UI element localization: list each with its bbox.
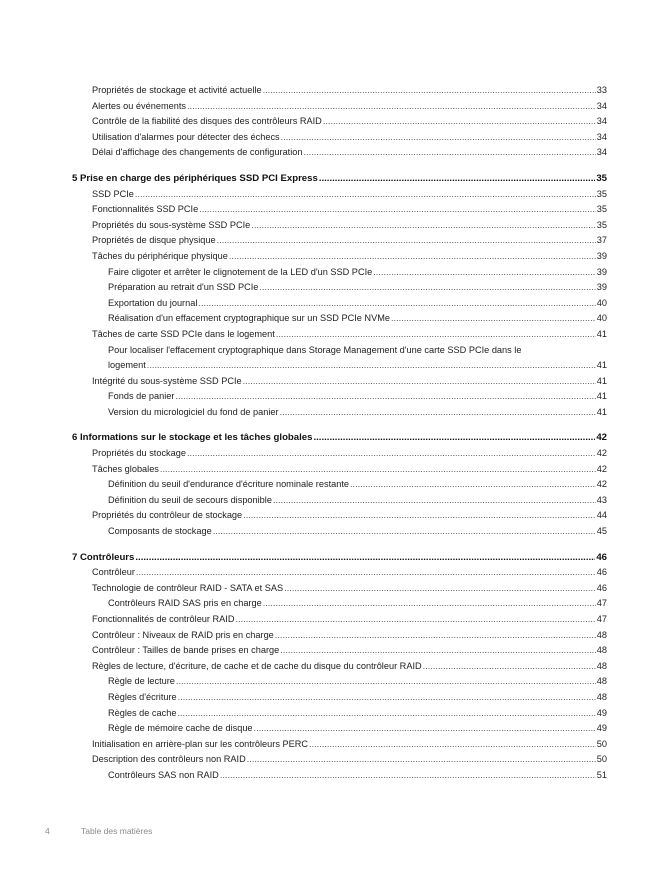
toc-entry-page: 42	[596, 448, 607, 459]
toc-entry[interactable]	[72, 218, 607, 234]
toc-entry-page: 34	[596, 147, 607, 158]
toc-entry[interactable]	[72, 768, 607, 784]
toc-entry[interactable]	[72, 596, 607, 612]
toc-entry-page: 48	[596, 676, 607, 687]
toc-entry-title: 7 Contrôleurs	[72, 551, 135, 563]
toc-entry-page: 45	[596, 526, 607, 537]
toc-entry-page: 46	[596, 551, 607, 563]
toc-entry[interactable]	[72, 130, 607, 146]
toc-entry-title: Alertes ou événements	[92, 100, 186, 111]
dot-leader	[280, 643, 596, 659]
toc-entry-page: 33	[596, 85, 607, 95]
toc-entry-title: Composants de stockage	[108, 526, 212, 537]
toc-entry[interactable]	[72, 265, 607, 281]
dot-leader	[235, 612, 595, 628]
toc-entry[interactable]	[72, 706, 607, 722]
toc-entry[interactable]	[72, 343, 607, 374]
dot-leader	[187, 446, 596, 462]
toc-entry[interactable]	[72, 405, 607, 421]
toc-entry-title: Contrôleurs RAID SAS pris en charge	[108, 598, 262, 609]
dot-leader	[177, 706, 595, 722]
toc-entry-page: 41	[596, 360, 607, 371]
toc-entry[interactable]	[72, 690, 607, 706]
toc-entry-title: 6 Informations sur le stockage et les tâches globales	[72, 432, 313, 444]
toc-entry[interactable]	[72, 524, 607, 540]
toc-entry[interactable]	[72, 737, 607, 753]
dot-leader	[135, 187, 596, 203]
toc-entry[interactable]	[72, 202, 607, 218]
dot-leader	[423, 659, 596, 675]
dot-leader	[176, 674, 596, 690]
toc-chapter[interactable]	[72, 430, 607, 446]
toc-entry-title: Contrôle de la fiabilité des disques des contrôleurs RAID	[92, 116, 322, 127]
toc-entry-title: Réalisation d'un effacement cryptographique sur un SSD PCIe NVMe	[108, 313, 390, 324]
toc-entry-page: 47	[596, 598, 607, 609]
toc-entry-title: Technologie de contrôleur RAID - SATA et SAS	[92, 582, 284, 593]
toc-entry[interactable]	[72, 280, 607, 296]
toc-entry[interactable]	[72, 612, 607, 628]
toc-entry-page: 35	[596, 172, 607, 184]
dot-leader	[350, 477, 596, 493]
toc-entry-title: 5 Prise en charge des périphériques SSD PCI Express	[72, 172, 318, 184]
toc-chapter[interactable]	[72, 171, 607, 187]
toc-entry-title: Contrôleur : Niveaux de RAID pris en charge	[92, 629, 274, 640]
toc-entry[interactable]	[72, 311, 607, 327]
toc-entry-page: 34	[596, 100, 607, 111]
dot-leader	[135, 550, 595, 566]
dot-leader	[213, 524, 596, 540]
dot-leader	[309, 737, 596, 753]
toc-entry-page: 48	[596, 660, 607, 671]
toc-entry-page: 40	[596, 313, 607, 324]
toc-entry-page: 43	[596, 494, 607, 505]
toc-entry-page: 48	[596, 629, 607, 640]
dot-leader	[147, 358, 596, 374]
toc-entry-title: Initialisation en arrière-plan sur les contrôleurs PERC	[92, 738, 309, 749]
toc-entry-title: Utilisation d'alarmes pour détecter des échecs	[92, 131, 280, 142]
toc-entry[interactable]	[72, 296, 607, 312]
toc-entry-title: Exportation du journal	[108, 297, 198, 308]
toc-entry-title: Pour localiser l'effacement cryptographique dans Storage Management d'une carte SSD PCIe dans le	[108, 344, 522, 355]
toc-entry[interactable]	[72, 233, 607, 249]
dot-leader	[259, 280, 595, 296]
toc-entry-page: 50	[596, 738, 607, 749]
toc-entry-page: 41	[596, 406, 607, 417]
toc-entry[interactable]	[72, 99, 607, 115]
dot-leader	[284, 581, 596, 597]
dot-leader	[220, 768, 596, 784]
dot-leader	[251, 218, 595, 234]
toc-entry-page: 42	[596, 479, 607, 490]
toc-entry-page: 44	[596, 510, 607, 521]
toc-entry-page: 39	[596, 266, 607, 277]
dot-leader	[160, 462, 596, 478]
toc-entry-title: Contrôleurs SAS non RAID	[108, 769, 219, 780]
toc-entry[interactable]	[72, 462, 607, 478]
footer-page-number: 4	[45, 826, 50, 836]
toc-entry-page: 35	[596, 219, 607, 230]
toc-entry-page: 34	[596, 131, 607, 142]
dot-leader	[254, 721, 596, 737]
toc-entry[interactable]	[72, 327, 607, 343]
dot-leader	[243, 508, 596, 524]
toc-entry-title: Règles de lecture, d'écriture, de cache et de cache du disque du contrôleur RAID	[92, 660, 422, 671]
dot-leader	[276, 327, 596, 343]
toc-entry-title: Tâches globales	[92, 463, 159, 474]
dot-leader	[217, 233, 596, 249]
toc-entry[interactable]	[72, 374, 607, 390]
toc-entry[interactable]	[72, 114, 607, 130]
dot-leader	[323, 114, 596, 130]
footer-label: Table des matières	[81, 826, 153, 836]
dot-leader	[175, 389, 595, 405]
toc-entry-page: 48	[596, 645, 607, 656]
toc-entry-title: Fonctionnalités SSD PCIe	[92, 204, 199, 215]
dot-leader	[280, 405, 596, 421]
toc-entry[interactable]	[72, 249, 607, 265]
toc-entry-page: 41	[596, 328, 607, 339]
dot-leader	[391, 311, 596, 327]
toc-chapter[interactable]	[72, 550, 607, 566]
toc-entry-page: 48	[596, 691, 607, 702]
toc-entry[interactable]	[72, 187, 607, 203]
toc-entry-page: 49	[596, 707, 607, 718]
dot-leader	[263, 596, 596, 612]
toc-entry[interactable]	[72, 643, 607, 659]
toc-entry[interactable]	[72, 389, 607, 405]
toc-entry-title: Définition du seuil de secours disponible	[108, 494, 272, 505]
dot-leader	[198, 296, 595, 312]
toc-entry[interactable]	[72, 674, 607, 690]
toc-entry-title: Règle de mémoire cache de disque	[108, 723, 253, 734]
toc-entry-page: 51	[596, 769, 607, 780]
toc-entry[interactable]	[72, 477, 607, 493]
dot-leader	[247, 752, 596, 768]
toc-entry-title: Propriétés de stockage et activité actuelle	[92, 85, 262, 95]
toc-entry-title: Propriétés de disque physique	[92, 235, 216, 246]
toc-entry[interactable]	[72, 581, 607, 597]
toc-entry-title: Propriétés du sous-système SSD PCIe	[92, 219, 251, 230]
toc-entry[interactable]	[72, 493, 607, 509]
toc-entry[interactable]	[72, 446, 607, 462]
toc-entry-title: Délai d'affichage des changements de configuration	[92, 147, 303, 158]
dot-leader	[273, 493, 596, 509]
dot-leader	[313, 430, 595, 446]
toc-entry-title: Contrôleur : Tailles de bande prises en charge	[92, 645, 280, 656]
toc-entry-page: 39	[596, 282, 607, 293]
toc-entry-title: Règles d'écriture	[108, 691, 177, 702]
toc-entry-title: Version du micrologiciel du fond de panier	[108, 406, 279, 417]
toc-entry-page: 39	[596, 250, 607, 261]
toc-entry[interactable]	[72, 145, 607, 161]
toc-entry-page: 35	[596, 204, 607, 215]
toc-entry-title: Tâches du périphérique physique	[92, 250, 228, 261]
toc-entry-page: 41	[596, 375, 607, 386]
dot-leader	[136, 565, 596, 581]
toc-entry-page: 46	[596, 567, 607, 578]
toc-entry-title: Règle de lecture	[108, 676, 175, 687]
toc-entry[interactable]	[72, 508, 607, 524]
toc-entry-page: 34	[596, 116, 607, 127]
toc-entry[interactable]	[72, 752, 607, 768]
toc-entry-page: 49	[596, 723, 607, 734]
toc-entry-page: 46	[596, 582, 607, 593]
toc-entry-title: Faire cligoter et arrêter le clignotement de la LED d'un SSD PCIe	[108, 266, 373, 277]
toc-entry-page: 40	[596, 297, 607, 308]
toc-entry-title: Propriétés du stockage	[92, 448, 186, 459]
dot-leader	[243, 374, 596, 390]
toc-entry-title-continued: logement	[108, 360, 146, 371]
toc-entry-title: Fonds de panier	[108, 391, 175, 402]
page-footer	[45, 826, 152, 836]
toc-entry-title: Fonctionnalités de contrôleur RAID	[92, 614, 235, 624]
toc-entry-title: Préparation au retrait d'un SSD PCIe	[108, 282, 259, 293]
dot-leader	[373, 265, 596, 281]
toc-entry[interactable]	[72, 721, 607, 737]
toc-entry-page: 47	[596, 614, 607, 624]
table-of-contents	[72, 83, 607, 784]
dot-leader	[263, 83, 596, 99]
dot-leader	[319, 171, 596, 187]
toc-entry-page: 42	[596, 463, 607, 474]
toc-entry[interactable]	[72, 659, 607, 675]
toc-entry-page: 41	[596, 391, 607, 402]
toc-entry[interactable]	[72, 83, 607, 99]
toc-entry-title: Intégrité du sous-système SSD PCIe	[92, 375, 242, 386]
dot-leader	[178, 690, 596, 706]
dot-leader	[281, 130, 596, 146]
toc-entry-page: 42	[596, 432, 607, 444]
dot-leader	[187, 99, 596, 115]
toc-entry[interactable]	[72, 565, 607, 581]
toc-entry-title: SSD PCIe	[92, 188, 134, 199]
dot-leader	[275, 628, 596, 644]
dot-leader	[304, 145, 596, 161]
toc-entry[interactable]	[72, 628, 607, 644]
toc-entry-title: Contrôleur	[92, 567, 135, 578]
toc-entry-title: Règles de cache	[108, 707, 177, 718]
toc-entry-page: 35	[596, 188, 607, 199]
toc-entry-title: Propriétés du contrôleur de stockage	[92, 510, 243, 521]
toc-entry-page: 50	[596, 754, 607, 765]
dot-leader	[199, 202, 596, 218]
toc-entry-title: Tâches de carte SSD PCIe dans le logement	[92, 328, 275, 339]
toc-entry-page: 37	[596, 235, 607, 246]
toc-entry-title: Définition du seuil d'endurance d'écriture nominale restante	[108, 479, 349, 490]
dot-leader	[229, 249, 596, 265]
toc-entry-title: Description des contrôleurs non RAID	[92, 754, 246, 765]
